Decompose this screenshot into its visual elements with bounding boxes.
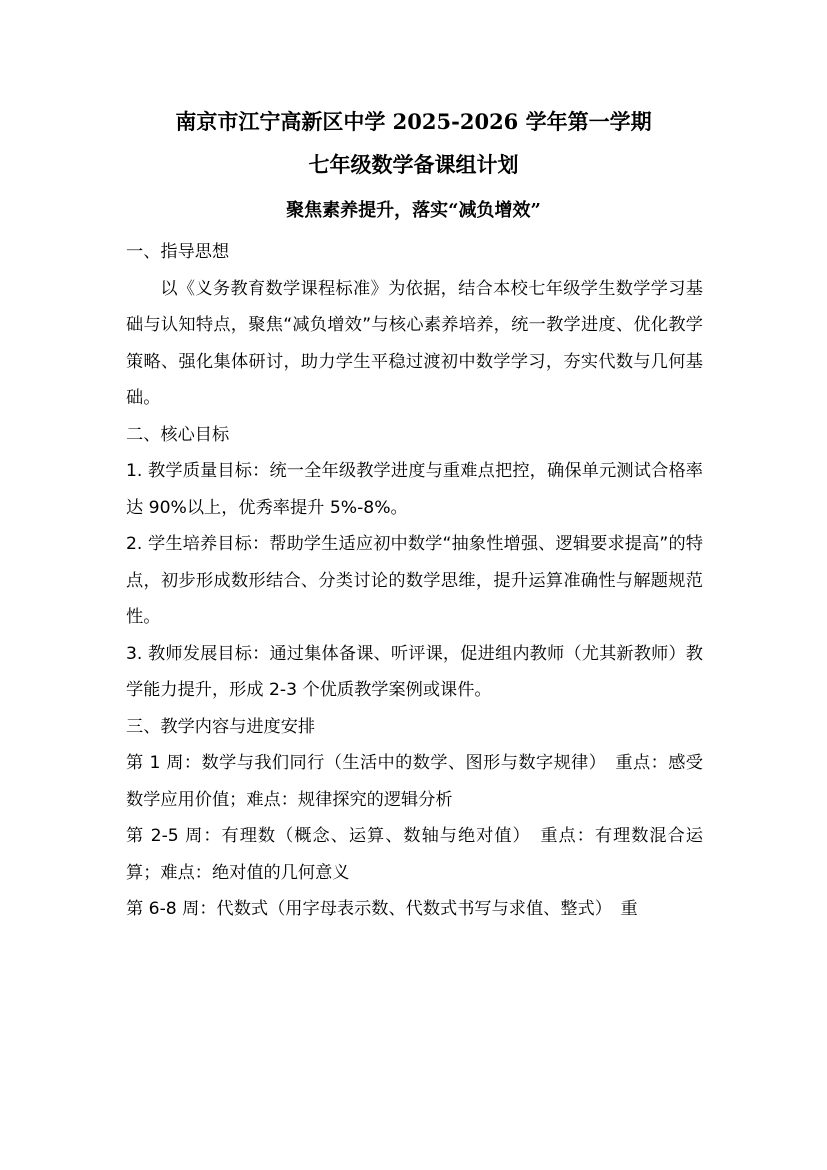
schedule-item-week-6-8: 第 6-8 周：代数式（用字母表示数、代数式书写与求值、整式） 重 [126,899,638,919]
schedule-item-week-1: 第 1 周：数学与我们同行（生活中的数学、图形与数字规律） 重点：感受数学应用价值；难点：规律探究的逻辑分析 [126,753,703,810]
document-title-line2: 七年级数学备课组计划 [308,152,519,177]
document-body [126,234,703,928]
paragraph-goal-student-development: 2. 学生培养目标：帮助学生适应初中数学“抽象性增强、逻辑要求提高”的特点，初步形成数形结合、分类讨论的数学思维，提升运算准确性与解题规范性。 [126,534,703,627]
section-heading-schedule: 三、教学内容与进度安排 [126,716,316,737]
paragraph-goal-teacher-development: 3. 教师发展目标：通过集体备课、听评课，促进组内教师（尤其新教师）教学能力提升，形成 2-3 个优质教学案例或课件。 [126,643,703,700]
paragraph-goal-teaching-quality: 1. 教学质量目标：统一全年级教学进度与重难点把控，确保单元测试合格率达 90%以上，优秀率提升 5%-8%。 [126,461,703,518]
document-subtitle: 聚焦素养提升，落实“减负增效” [286,200,541,221]
section-heading-core-goals: 二、核心目标 [126,424,230,445]
paragraph-guiding-thought: 以《义务教育数学课程标准》为依据，结合本校七年级学生数学学习基础与认知特点，聚焦“减负增效”与核心素养培养，统一教学进度、优化教学策略、强化集体研讨，助力学生平稳过渡初中数学学习，夯实代数与几何基础。 [126,278,703,408]
schedule-item-week-2-5: 第 2-5 周：有理数（概念、运算、数轴与绝对值） 重点：有理数混合运算；难点：绝对值的几何意义 [126,826,703,883]
document-title-line1: 南京市江宁高新区中学 2025-2026 学年第一学期 [175,109,652,134]
section-heading-guiding-thought: 一、指导思想 [126,242,230,262]
